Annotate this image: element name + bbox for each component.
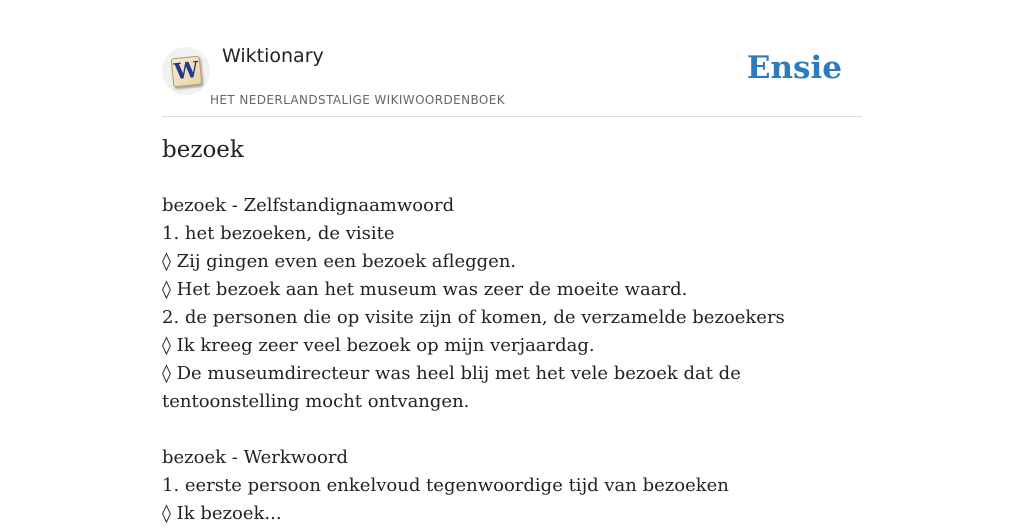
- word-title: bezoek: [162, 137, 244, 163]
- example-line: ◊ De museumdirecteur was heel blij met het vele bezoek dat de tentoonstelling mocht ontvangen.: [162, 363, 741, 412]
- definition-line: 1. het bezoeken, de visite: [162, 223, 395, 244]
- site-logo[interactable]: [162, 47, 210, 95]
- site-header: [162, 0, 862, 117]
- site-name[interactable]: Wiktionary: [222, 45, 324, 67]
- example-line: ◊ Ik kreeg zeer veel bezoek op mijn verjaardag.: [162, 335, 595, 356]
- example-line: ◊ Zij gingen even een bezoek afleggen.: [162, 251, 517, 272]
- site-tagline: HET NEDERLANDSTALIGE WIKIWOORDENBOEK: [210, 93, 506, 107]
- entry-heading: bezoek - Zelfstandignaamwoord: [162, 195, 455, 216]
- definition-line: 2. de personen die op visite zijn of komen, de verzamelde bezoekers: [162, 307, 785, 328]
- entry-heading: bezoek - Werkwoord: [162, 447, 348, 468]
- example-line: ◊ Het bezoek aan het museum was zeer de moeite waard.: [162, 279, 688, 300]
- wiktionary-tile-icon: W: [171, 56, 203, 88]
- entry-separator: [162, 416, 862, 444]
- definition-line: 1. eerste persoon enkelvoud tegenwoordige tijd van bezoeken: [162, 475, 729, 496]
- definition-entries: [162, 192, 862, 528]
- example-line: ◊ Ik bezoek...: [162, 503, 282, 524]
- ensie-brand-link[interactable]: Ensie: [746, 50, 842, 86]
